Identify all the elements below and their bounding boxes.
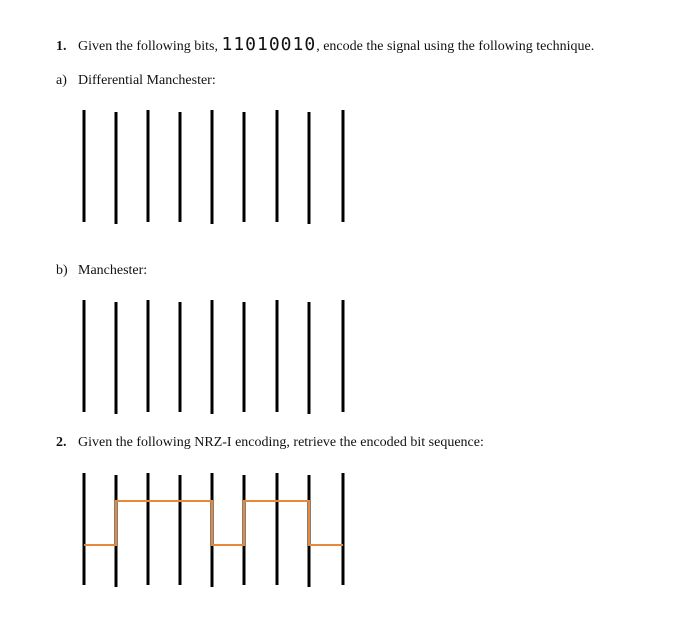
part-b-label: b) [56,263,68,278]
question-2-text: Given the following NRZ-I encoding, retrieve the encoded bit sequence: [78,435,484,450]
part-a-text: Differential Manchester: [78,73,216,88]
diff-manchester-grid [84,110,343,224]
question-2-number: 2. [56,435,67,450]
question-1-number: 1. [56,39,67,54]
manchester-grid [84,300,343,414]
nrzi-grid [84,473,343,587]
question-1-text-before: Given the following bits, [78,39,222,54]
part-b-text: Manchester: [78,263,148,278]
question-1-text-after: , encode the signal using the following technique. [316,39,595,54]
part-a-label: a) [56,73,67,88]
question-1-bits: 11010010 [221,34,317,55]
